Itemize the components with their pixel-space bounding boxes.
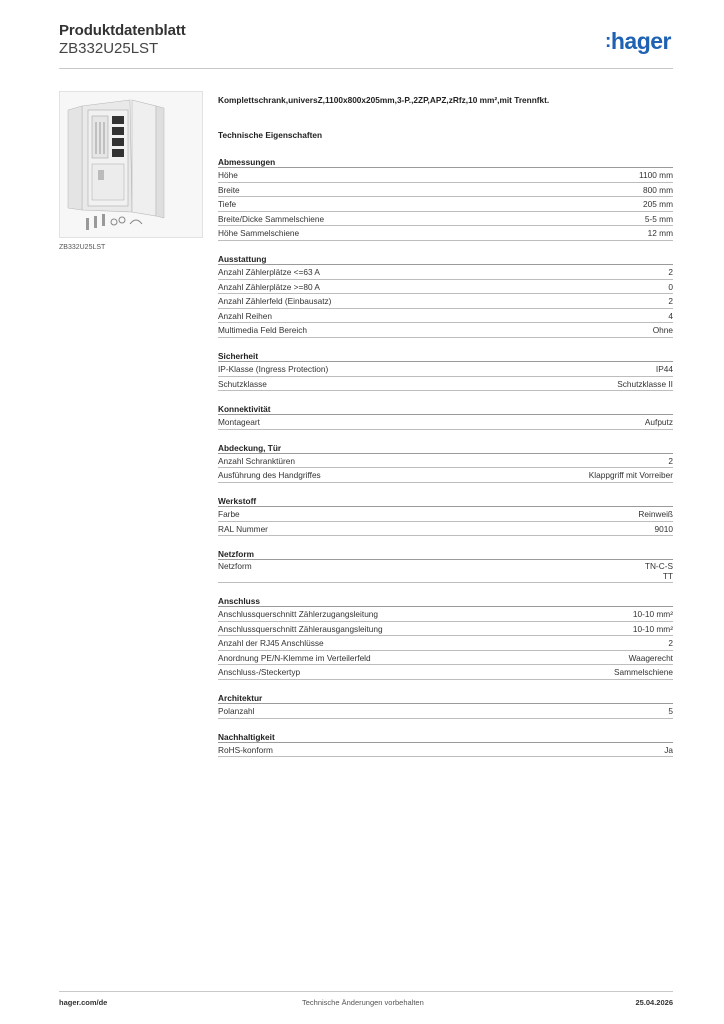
spec-row [218, 522, 673, 537]
spec-value: 2 [668, 638, 673, 649]
spec-value: 800 mm [643, 184, 673, 195]
header-divider [59, 68, 673, 69]
spec-value: 5-5 mm [644, 213, 673, 224]
spec-row [218, 454, 673, 469]
section-title: Sicherheit [218, 351, 673, 362]
spec-label: Anschluss-/Steckertyp [218, 667, 301, 678]
spec-label: Anschlussquerschnitt Zählerzugangsleitung [218, 609, 379, 620]
spec-value: Klappgriff mit Vorreiber [588, 470, 673, 481]
product-description: Komplettschrank,universZ,1100x800x205mm,3-P.,2ZP,APZ,zRfz,10 mm²,mit Trennfkt. [218, 95, 550, 105]
spec-value: 10-10 mm² [632, 623, 673, 634]
footer-date: 25.04.2026 [635, 998, 673, 1007]
spec-row [218, 294, 673, 309]
spec-value [645, 560, 673, 582]
cabinet-illustration-icon [60, 92, 202, 237]
page-title: Produktdatenblatt [59, 22, 186, 39]
spec-value: 9010 [654, 523, 673, 534]
hager-logo [605, 28, 671, 55]
spec-value: Schutzklasse II [617, 378, 673, 389]
spec-row [218, 362, 673, 377]
section-title: Nachhaltigkeit [218, 732, 673, 743]
spec-value: 0 [668, 281, 673, 292]
section-title: Werkstoff [218, 496, 673, 507]
spec-section [218, 254, 673, 338]
spec-row [218, 280, 673, 295]
spec-label: IP-Klasse (Ingress Protection) [218, 363, 329, 374]
spec-row [218, 197, 673, 212]
spec-sections [218, 157, 673, 757]
spec-value: IP44 [655, 363, 673, 374]
spec-row [218, 665, 673, 680]
spec-section [218, 404, 673, 430]
spec-value: 2 [668, 455, 673, 466]
spec-label: Anzahl Schranktüren [218, 455, 296, 466]
spec-label: Anzahl Reihen [218, 310, 272, 321]
spec-row [218, 607, 673, 622]
spec-value: Ohne [652, 325, 673, 336]
section-title: Abmessungen [218, 157, 673, 168]
spec-label: RoHS-konform [218, 744, 273, 755]
spec-row [218, 704, 673, 719]
spec-label: Höhe [218, 170, 238, 180]
spec-row [218, 226, 673, 241]
spec-value: 10-10 mm² [632, 609, 673, 620]
spec-value: 4 [668, 310, 673, 321]
header [59, 22, 673, 70]
section-title: Architektur [218, 693, 673, 704]
spec-row [218, 743, 673, 758]
spec-row [218, 309, 673, 324]
spec-row [218, 636, 673, 651]
product-image [59, 91, 203, 238]
spec-section [218, 443, 673, 483]
spec-label: Breite [218, 184, 240, 195]
footer-notice: Technische Änderungen vorbehalten [302, 998, 424, 1007]
spec-value: Sammelschiene [613, 667, 673, 678]
spec-label: Anschlussquerschnitt Zählerausgangsleitung [218, 623, 383, 634]
spec-value: 1100 mm [639, 170, 673, 180]
spec-label: Farbe [218, 508, 240, 519]
spec-value: Waagerecht [628, 652, 673, 663]
spec-row [218, 212, 673, 227]
spec-value: 5 [668, 706, 673, 717]
spec-section [218, 496, 673, 536]
logo-dots-icon: : [605, 31, 611, 52]
spec-value: 205 mm [643, 199, 673, 210]
spec-section [218, 693, 673, 719]
spec-label: Breite/Dicke Sammelschiene [218, 213, 325, 224]
spec-label: Anzahl Zählerplätze >=80 A [218, 281, 320, 292]
section-title: Abdeckung, Tür [218, 443, 673, 454]
spec-section [218, 351, 673, 391]
spec-label: Anordnung PE/N-Klemme im Verteilerfeld [218, 652, 371, 663]
spec-label: Anzahl der RJ45 Anschlüsse [218, 638, 324, 649]
spec-row [218, 183, 673, 198]
spec-label: Schutzklasse [218, 378, 267, 389]
section-title: Anschluss [218, 596, 673, 607]
spec-label: Montageart [218, 417, 260, 428]
spec-section [218, 157, 673, 241]
spec-value-line: TN-C-S [644, 561, 673, 572]
spec-label: Multimedia Feld Bereich [218, 325, 307, 336]
spec-row [218, 468, 673, 483]
section-title: Konnektivität [218, 404, 673, 415]
spec-label: Tiefe [218, 199, 237, 210]
section-title: Netzform [218, 549, 673, 560]
tech-heading: Technische Eigenschaften [218, 130, 323, 140]
spec-label: Höhe Sammelschiene [218, 228, 300, 239]
footer-divider [59, 991, 673, 992]
spec-row [218, 622, 673, 637]
spec-value: Reinweiß [638, 508, 673, 519]
footer-website-link[interactable]: hager.com/de [59, 998, 108, 1007]
spec-section [218, 732, 673, 758]
spec-row [218, 323, 673, 338]
spec-row [218, 560, 673, 583]
spec-section [218, 549, 673, 583]
spec-row [218, 415, 673, 430]
product-code: ZB332U25LST [59, 40, 159, 57]
specification-content [218, 95, 673, 757]
logo-text: hager [610, 28, 671, 54]
spec-label: Ausführung des Handgriffes [218, 470, 321, 481]
spec-label: Netzform [218, 561, 252, 572]
spec-row [218, 651, 673, 666]
spec-value: Aufputz [644, 417, 673, 428]
spec-label: Anzahl Zählerfeld (Einbausatz) [218, 296, 332, 307]
spec-label: Polanzahl [218, 706, 255, 717]
spec-label: Anzahl Zählerplätze <=63 A [218, 266, 320, 277]
spec-label: RAL Nummer [218, 523, 268, 534]
spec-value: 2 [668, 266, 673, 277]
spec-row [218, 168, 673, 183]
image-caption: ZB332U25LST [59, 244, 106, 251]
section-title: Ausstattung [218, 254, 673, 265]
spec-value: 2 [668, 296, 673, 307]
spec-value: 12 mm [647, 228, 673, 239]
spec-row [218, 507, 673, 522]
spec-value-line: TT [662, 570, 673, 581]
spec-section [218, 596, 673, 680]
spec-value: Ja [664, 744, 673, 755]
spec-row [218, 377, 673, 392]
spec-row [218, 265, 673, 280]
